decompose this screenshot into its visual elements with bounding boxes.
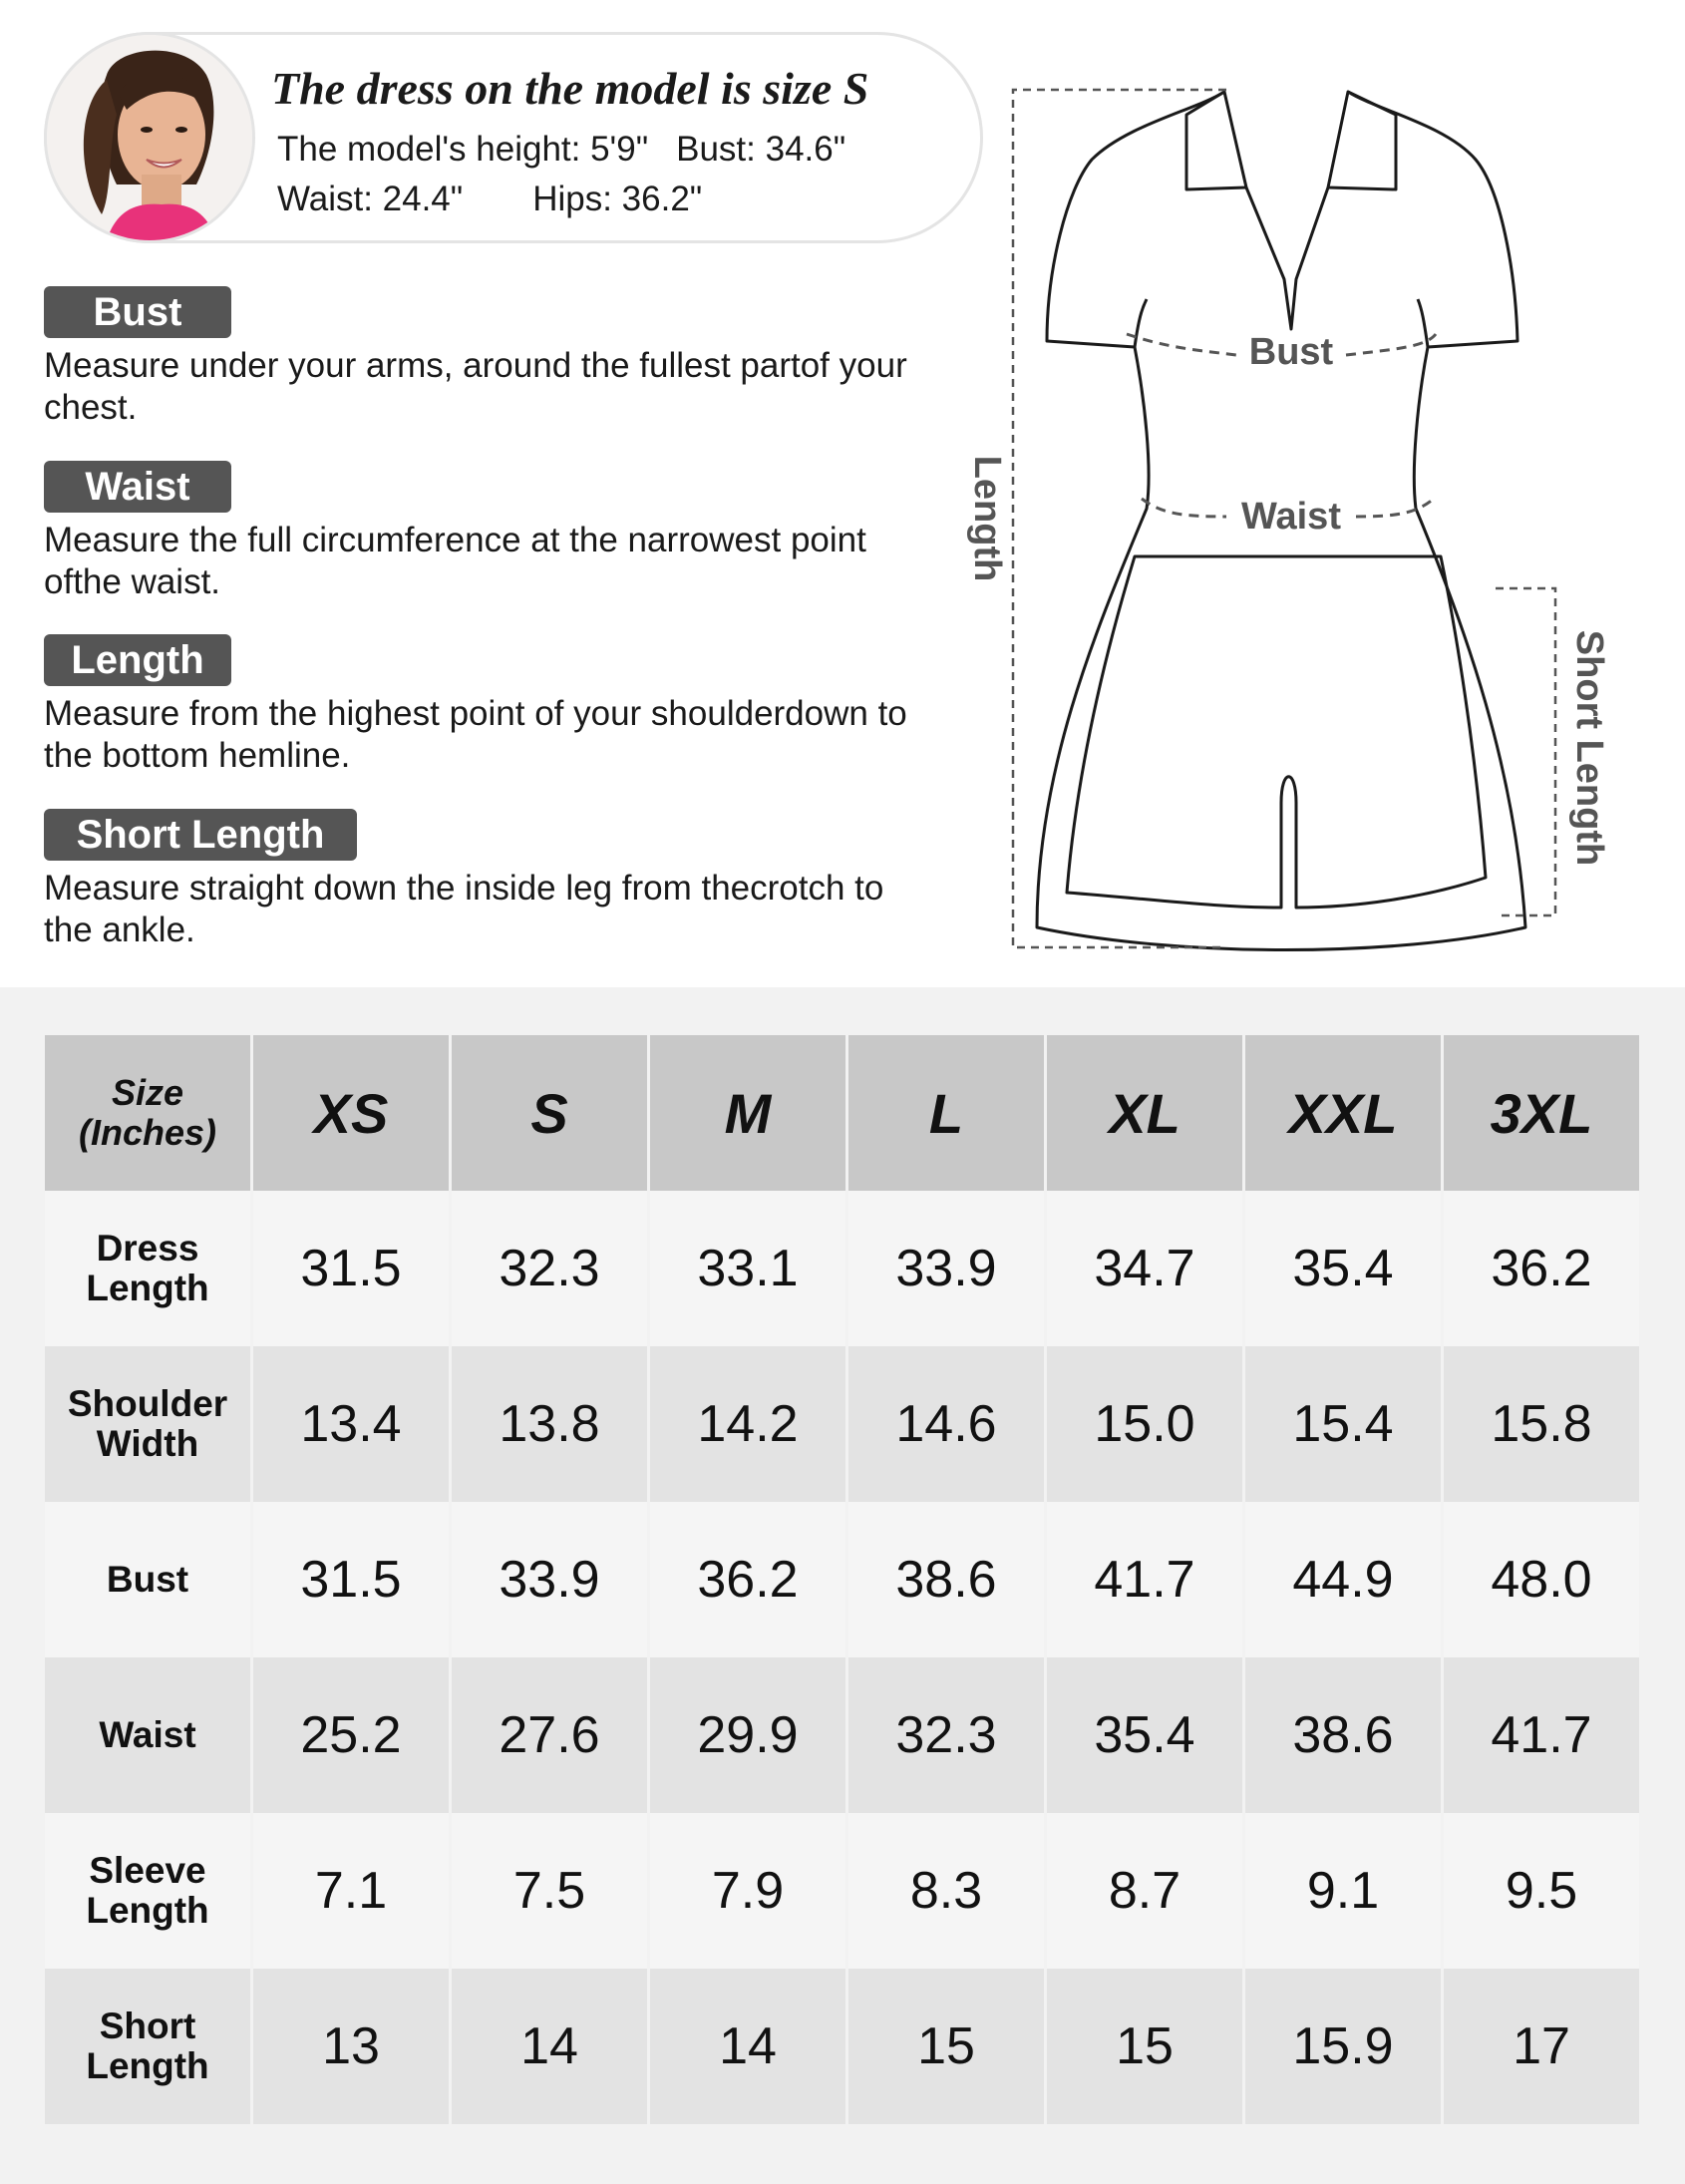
- model-height: The model's height: 5'9": [277, 130, 649, 169]
- table-cell: 48.0: [1444, 1502, 1639, 1657]
- table-cell: 7.9: [650, 1813, 845, 1969]
- table-cell: 15: [848, 1969, 1044, 2124]
- table-cell: 33.9: [848, 1191, 1044, 1346]
- table-cell: 38.6: [848, 1502, 1044, 1657]
- size-header-row: [45, 1035, 1639, 1191]
- table-cell: 15.9: [1245, 1969, 1441, 2124]
- table-cell: 14.6: [848, 1346, 1044, 1502]
- size-header-s: S: [452, 1035, 647, 1191]
- guide-label-bust: Bust: [44, 286, 231, 338]
- guide-label-short-length: Short Length: [44, 809, 357, 861]
- short-length-diagram-label: Short Length: [1568, 629, 1610, 867]
- table-cell: 41.7: [1444, 1657, 1639, 1813]
- bust-diagram-label: Bust: [1248, 331, 1334, 373]
- size-header-l: L: [848, 1035, 1044, 1191]
- table-cell: 31.5: [253, 1191, 449, 1346]
- model-portrait-icon: [47, 35, 252, 240]
- size-header-xl: XL: [1047, 1035, 1242, 1191]
- waist-measure-line-left: [1142, 499, 1226, 517]
- table-cell: 32.3: [848, 1657, 1044, 1813]
- table-cell: 15.0: [1047, 1346, 1242, 1502]
- table-cell: 41.7: [1047, 1502, 1242, 1657]
- table-cell: 13.8: [452, 1346, 647, 1502]
- row-label: Sleeve Length: [45, 1813, 250, 1969]
- bust-measure-line-right: [1346, 334, 1436, 355]
- waist-measure-line-right: [1356, 499, 1434, 517]
- table-row-bust: [45, 1502, 1639, 1657]
- guide-label-waist: Waist: [44, 461, 231, 513]
- table-cell: 8.7: [1047, 1813, 1242, 1969]
- table-cell: 14: [452, 1969, 647, 2124]
- table-cell: 7.5: [452, 1813, 647, 1969]
- table-cell: 29.9: [650, 1657, 845, 1813]
- length-diagram-label: Length: [966, 455, 1008, 582]
- table-row-shoulder-width: [45, 1346, 1639, 1502]
- row-label: Bust: [45, 1502, 250, 1657]
- waist-diagram-label: Waist: [1241, 496, 1341, 538]
- table-row-sleeve-length: [45, 1813, 1639, 1969]
- table-cell: 9.1: [1245, 1813, 1441, 1969]
- table-row-waist: [45, 1657, 1639, 1813]
- table-row-short-length: [45, 1969, 1639, 2124]
- table-cell: 14.2: [650, 1346, 845, 1502]
- table-cell: 9.5: [1444, 1813, 1639, 1969]
- table-cell: 15: [1047, 1969, 1242, 2124]
- guide-text-short-length: Measure straight down the inside leg from thecrotch to the ankle.: [44, 869, 884, 949]
- size-header-xs: XS: [253, 1035, 449, 1191]
- row-label: Short Length: [45, 1969, 250, 2124]
- table-cell: 15.4: [1245, 1346, 1441, 1502]
- table-cell: 31.5: [253, 1502, 449, 1657]
- table-cell: 34.7: [1047, 1191, 1242, 1346]
- table-cell: 32.3: [452, 1191, 647, 1346]
- row-label: Shoulder Width: [45, 1346, 250, 1502]
- table-cell: 17: [1444, 1969, 1639, 2124]
- size-chart-section: [0, 987, 1685, 2184]
- row-label: Dress Length: [45, 1191, 250, 1346]
- table-cell: 13: [253, 1969, 449, 2124]
- size-header-3xl: 3XL: [1444, 1035, 1639, 1191]
- table-cell: 36.2: [650, 1502, 845, 1657]
- table-cell: 27.6: [452, 1657, 647, 1813]
- table-cell: 36.2: [1444, 1191, 1639, 1346]
- measurement-guide-section: [0, 0, 1685, 987]
- table-cell: 15.8: [1444, 1346, 1639, 1502]
- table-cell: 35.4: [1047, 1657, 1242, 1813]
- size-header-m: M: [650, 1035, 845, 1191]
- table-cell: 38.6: [1245, 1657, 1441, 1813]
- table-row-dress-length: [45, 1191, 1639, 1346]
- table-cell: 13.4: [253, 1346, 449, 1502]
- table-cell: 25.2: [253, 1657, 449, 1813]
- table-cell: 33.1: [650, 1191, 845, 1346]
- guide-text-bust: Measure under your arms, around the fullest partof your chest.: [44, 346, 907, 427]
- table-cell: 8.3: [848, 1813, 1044, 1969]
- table-cell: 44.9: [1245, 1502, 1441, 1657]
- dress-diagram: [957, 70, 1645, 967]
- table-cell: 35.4: [1245, 1191, 1441, 1346]
- short-length-measure-bracket: [1496, 588, 1555, 915]
- model-measurements-line-2: [277, 180, 702, 219]
- guide-label-length: Length: [44, 634, 231, 686]
- row-label: Waist: [45, 1657, 250, 1813]
- model-bust: Bust: 34.6": [676, 130, 846, 169]
- model-hips: Hips: 36.2": [532, 180, 703, 218]
- size-chart-table: [42, 1035, 1642, 2124]
- guide-text-waist: Measure the full circumference at the narrowest point ofthe waist.: [44, 521, 866, 601]
- model-size-headline: The dress on the model is size S: [271, 63, 869, 114]
- bust-measure-line-left: [1127, 334, 1236, 355]
- size-header-xxl: XXL: [1245, 1035, 1441, 1191]
- table-cell: 7.1: [253, 1813, 449, 1969]
- model-measurements-line-1: [277, 130, 845, 170]
- model-photo: [44, 32, 255, 243]
- model-waist: Waist: 24.4": [277, 180, 464, 218]
- table-cell: 14: [650, 1969, 845, 2124]
- size-corner-label: Size (Inches): [45, 1035, 250, 1191]
- guide-text-length: Measure from the highest point of your shoulderdown to the bottom hemline.: [44, 694, 907, 775]
- table-cell: 33.9: [452, 1502, 647, 1657]
